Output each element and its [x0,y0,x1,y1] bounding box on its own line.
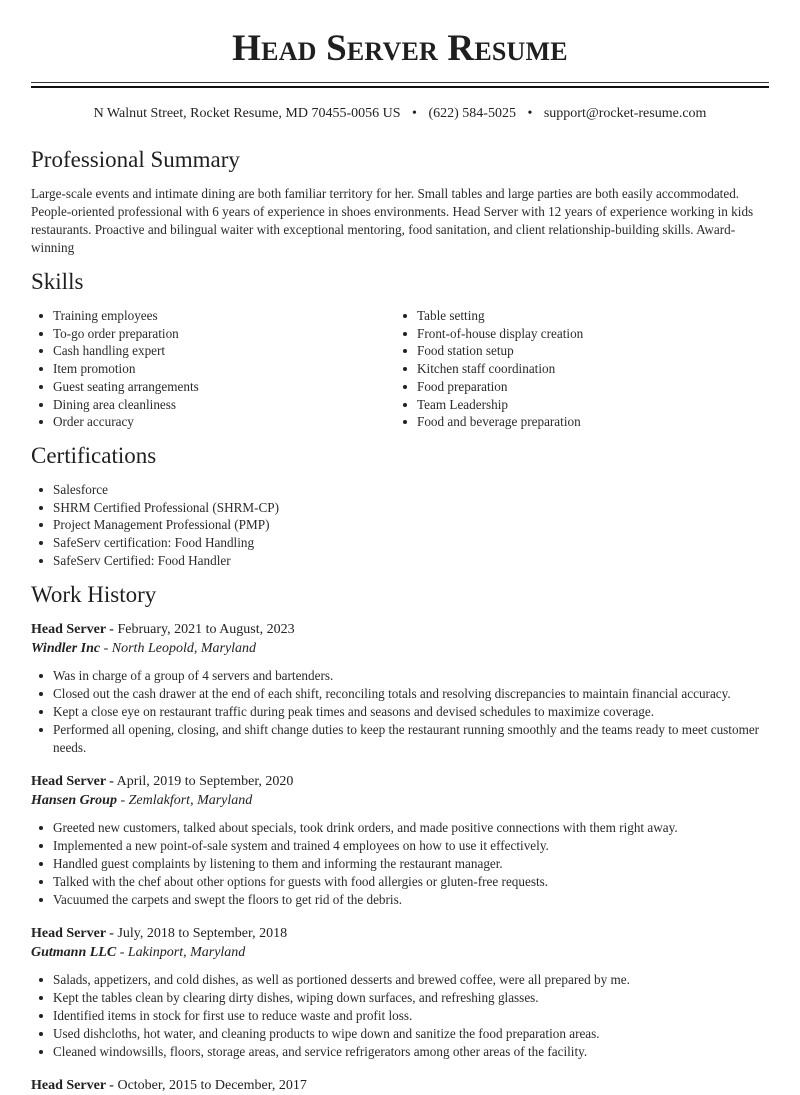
work-history-section [31,580,769,1095]
bullet-separator-icon: • [412,106,417,121]
certification-item: Project Management Professional (PMP) [31,516,769,534]
certifications-heading: Certifications [31,442,157,468]
skill-item: Food station setup [395,342,759,360]
certifications-list [31,481,769,570]
job-title-line [31,924,769,943]
job-entry [31,924,769,1060]
work-history-heading: Work History [31,582,157,608]
job-bullet: Closed out the cash drawer at the end of each shift, reconciling totals and resolving discrepancies to maintain financial accuracy. [31,685,769,703]
job-company-line [31,791,769,810]
skill-item: Order accuracy [31,413,395,431]
job-bullet: Salads, appetizers, and cold dishes, as well as portioned desserts and brewed coffee, were all prepared by me. [31,971,769,989]
job-location: - North Leopold, Maryland [100,641,257,657]
job-bullet: Kept a close eye on restaurant traffic during peak times and seasons and devised schedules to maximize coverage. [31,703,769,721]
job-bullet: Used dishcloths, hot water, and cleaning products to wipe down and sanitize the food preparation areas. [31,1025,769,1043]
skill-item: Guest seating arrangements [31,378,395,396]
certifications-section [31,441,769,570]
job-bullet: Kept the tables clean by clearing dirty dishes, wiping down surfaces, and refreshing glasses. [31,989,769,1007]
skills-list-right [395,307,759,431]
job-entry [31,620,769,756]
contact-email: support@rocket-resume.com [543,106,707,121]
contact-phone: (622) 584-5025 [428,106,516,121]
job-bullet: Was in charge of a group of 4 servers and bartenders. [31,667,769,685]
job-title-line [31,772,769,791]
job-location: - Zemlakfort, Maryland [116,793,253,809]
skill-item: Food preparation [395,378,759,396]
job-dash: - [105,1078,114,1094]
job-entry [31,772,769,908]
certification-item: Salesforce [31,481,769,499]
contact-line [31,105,769,123]
skill-item: To-go order preparation [31,325,395,343]
job-company: Windler Inc [31,641,101,657]
job-title-line [31,1076,769,1095]
job-bullet: Identified items in stock for first use to reduce waste and profit loss. [31,1007,769,1025]
summary-text: Large-scale events and intimate dining are both familiar territory for her. Small tables and large parties are both easily accommodated. People-oriented professional with 6 years of experience in shoes environments. Head Server with 12 years of experience working in kids restaurants. Proactive and bilingual waiter with exceptional mentoring, food sanitation, and client relationship-building skills. Award-winning [31,186,754,255]
job-entry [31,1076,769,1095]
job-bullet: Cleaned windowsills, floors, storage areas, and service refrigerators among other areas of the facility. [31,1043,769,1061]
job-company: Hansen Group [31,793,117,809]
job-title-line [31,620,769,639]
certification-item: SafeServ Certified: Food Handler [31,552,769,570]
skill-item: Food and beverage preparation [395,413,759,431]
summary-section [31,145,769,257]
skill-item: Team Leadership [395,396,759,414]
bullet-separator-icon: • [527,106,533,121]
job-dates: April, 2019 to September, 2020 [113,774,294,790]
job-location: - Lakinport, Maryland [116,945,246,961]
certification-item: SHRM Certified Professional (SHRM-CP) [31,499,769,517]
job-bullets [31,971,769,1060]
skills-grid [31,307,769,431]
skills-heading: Skills [31,269,84,294]
summary-heading: Professional Summary [31,147,240,172]
header-rule-thin [31,82,769,83]
job-dates: October, 2015 to December, 2017 [113,1078,307,1094]
job-dates: July, 2018 to September, 2018 [113,926,288,942]
job-bullet: Performed all opening, closing, and shift change duties to keep the restaurant running smoothly and the teams ready to meet customer needs. [31,721,769,757]
certification-item: SafeServ certification: Food Handling [31,534,769,552]
resume-title: Head Server Resume [232,28,568,69]
job-bullet: Vacuumed the carpets and swept the floors to get rid of the debris. [31,891,769,909]
job-bullets [31,667,769,756]
job-bullet: Greeted new customers, talked about specials, took drink orders, and made positive connections with them right away. [31,819,769,837]
skill-item: Cash handling expert [31,342,395,360]
header-rule-thick [31,86,769,88]
job-title: Head Server [31,926,106,942]
job-dash: - [105,926,114,942]
job-dash: - [105,774,114,790]
skills-section [31,267,769,431]
job-company-line [31,639,769,658]
skill-item: Front-of-house display creation [395,325,759,343]
job-dates: February, 2021 to August, 2023 [113,622,295,638]
resume-header [31,0,769,123]
skill-item: Dining area cleanliness [31,396,395,414]
job-bullet: Talked with the chef about other options for guests with food allergies or gluten-free requests. [31,873,769,891]
contact-address: N Walnut Street, Rocket Resume, MD 70455-0056 US [93,106,401,121]
skill-item: Training employees [31,307,395,325]
skill-item: Item promotion [31,360,395,378]
skill-item: Kitchen staff coordination [395,360,759,378]
job-company-line [31,943,769,962]
job-title: Head Server [31,774,106,790]
job-title: Head Server [31,622,106,638]
job-dash: - [105,622,114,638]
job-bullet: Handled guest complaints by listening to them and informing the restaurant manager. [31,855,769,873]
job-bullets [31,819,769,908]
skills-list-left [31,307,395,431]
job-title: Head Server [31,1078,106,1094]
job-bullet: Implemented a new point-of-sale system and trained 4 employees on how to use it effectively. [31,837,769,855]
job-company: Gutmann LLC [31,945,117,961]
skill-item: Table setting [395,307,759,325]
